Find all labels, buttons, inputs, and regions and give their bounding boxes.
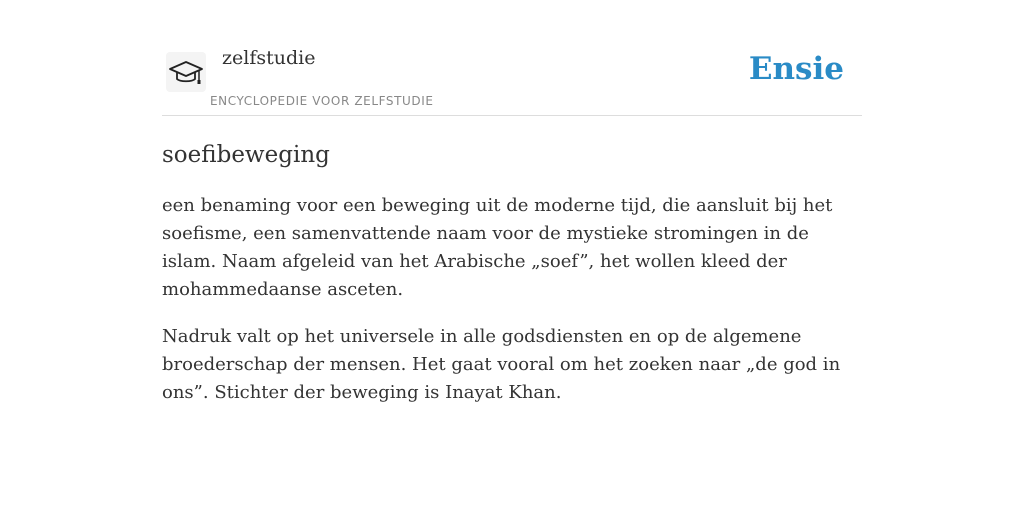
site-header bbox=[162, 0, 862, 116]
page-container bbox=[162, 0, 862, 403]
article-paragraph: een benaming voor een beweging uit de moderne tijd, die aansluit bij het soefisme, een samenvattende naam voor de mystieke stromingen in de islam. Naam afgeleid van het Arabische „soef”, het wollen kleed der mohammedaanse asceten. bbox=[162, 195, 833, 300]
article-title: soefibeweging bbox=[162, 142, 330, 168]
brand-name[interactable]: zelfstudie bbox=[222, 47, 316, 69]
site-logo[interactable]: Ensie bbox=[748, 51, 844, 87]
brand-subtitle: ENCYCLOPEDIE VOOR ZELFSTUDIE bbox=[210, 94, 434, 108]
article-body bbox=[162, 192, 862, 426]
article-paragraph: Nadruk valt op het universele in alle godsdiensten en op de algemene broederschap der mensen. Het gaat vooral om het zoeken naar „de god in ons”. Stichter der beweging is Inayat Khan. bbox=[162, 326, 841, 403]
graduation-cap-icon[interactable] bbox=[166, 52, 206, 92]
